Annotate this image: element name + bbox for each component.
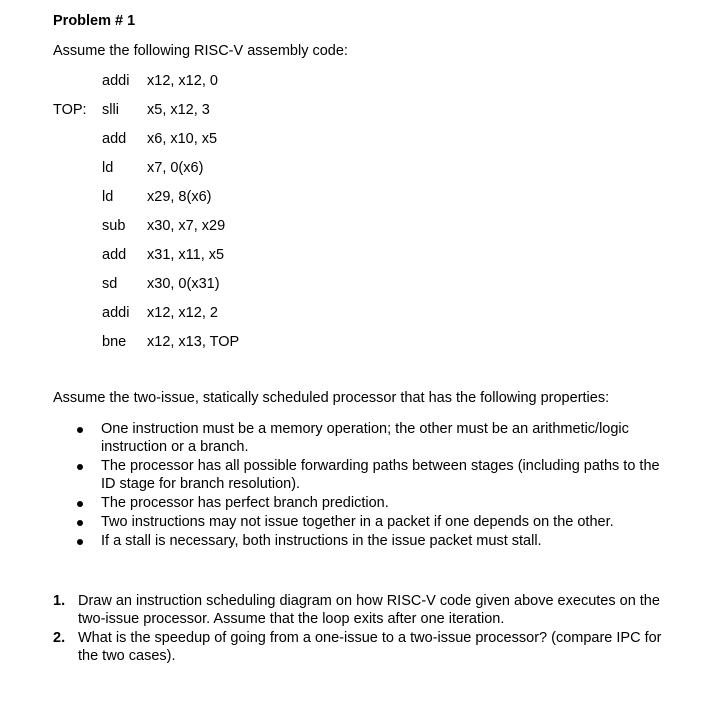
- question-text: Draw an instruction scheduling diagram on how RISC-V code given above executes on the two-issue processor. Assume that the loop exits after one iteration.: [78, 593, 660, 627]
- question-number: 2.: [53, 630, 66, 646]
- code-opcode: addi: [102, 305, 130, 321]
- code-operands: x12, x13, TOP: [147, 334, 240, 350]
- list-item: [76, 457, 676, 493]
- code-label: TOP:: [53, 102, 87, 118]
- question-text: What is the speedup of going from a one-issue to a two-issue processor? (compare IPC for the two cases).: [78, 630, 662, 664]
- property-text: One instruction must be a memory operation; the other must be an arithmetic/logic instruction or a branch.: [101, 421, 629, 455]
- question-number: 1.: [53, 593, 66, 609]
- intro-text: Assume the following RISC-V assembly code:: [53, 43, 348, 59]
- properties-list: [76, 420, 676, 551]
- questions-list: [53, 592, 673, 666]
- assume-text: Assume the two-issue, statically scheduled processor that has the following properties:: [53, 390, 610, 406]
- code-operands: x7, 0(x6): [147, 160, 204, 176]
- list-item: [76, 532, 676, 550]
- assembly-code-block: [53, 71, 453, 361]
- code-opcode: sd: [102, 276, 118, 292]
- bullet-icon: [77, 464, 83, 470]
- property-text: The processor has all possible forwarding paths between stages (including paths to the ID stage for branch resolution).: [101, 458, 660, 492]
- property-text: If a stall is necessary, both instructions in the issue packet must stall.: [101, 533, 542, 549]
- code-line: [53, 303, 453, 332]
- property-text: The processor has perfect branch prediction.: [101, 495, 389, 511]
- list-item: [76, 420, 676, 456]
- code-operands: x12, x12, 2: [147, 305, 218, 321]
- code-operands: x12, x12, 0: [147, 73, 218, 89]
- code-opcode: sub: [102, 218, 126, 234]
- code-operands: x6, x10, x5: [147, 131, 218, 147]
- code-operands: x30, x7, x29: [147, 218, 226, 234]
- code-opcode: ld: [102, 160, 114, 176]
- code-line: [53, 332, 453, 361]
- code-line: [53, 245, 453, 274]
- code-line: [53, 129, 453, 158]
- code-line: [53, 274, 453, 303]
- code-operands: x29, 8(x6): [147, 189, 212, 205]
- code-opcode: add: [102, 131, 127, 147]
- code-opcode: ld: [102, 189, 114, 205]
- code-line: [53, 158, 453, 187]
- code-opcode: addi: [102, 73, 130, 89]
- code-opcode: slli: [102, 102, 119, 118]
- code-line: [53, 216, 453, 245]
- code-opcode: add: [102, 247, 127, 263]
- property-text: Two instructions may not issue together in a packet if one depends on the other.: [101, 514, 614, 530]
- code-operands: x5, x12, 3: [147, 102, 210, 118]
- problem-title: Problem # 1: [53, 13, 136, 29]
- code-operands: x30, 0(x31): [147, 276, 220, 292]
- bullet-icon: [77, 520, 83, 526]
- code-opcode: bne: [102, 334, 127, 350]
- bullet-icon: [77, 501, 83, 507]
- code-line: [53, 100, 453, 129]
- code-line: [53, 71, 453, 100]
- question-item: [53, 592, 673, 628]
- bullet-icon: [77, 427, 83, 433]
- code-operands: x31, x11, x5: [147, 247, 225, 263]
- code-line: [53, 187, 453, 216]
- question-item: [53, 629, 673, 665]
- list-item: [76, 513, 676, 531]
- bullet-icon: [77, 539, 83, 545]
- list-item: [76, 494, 676, 512]
